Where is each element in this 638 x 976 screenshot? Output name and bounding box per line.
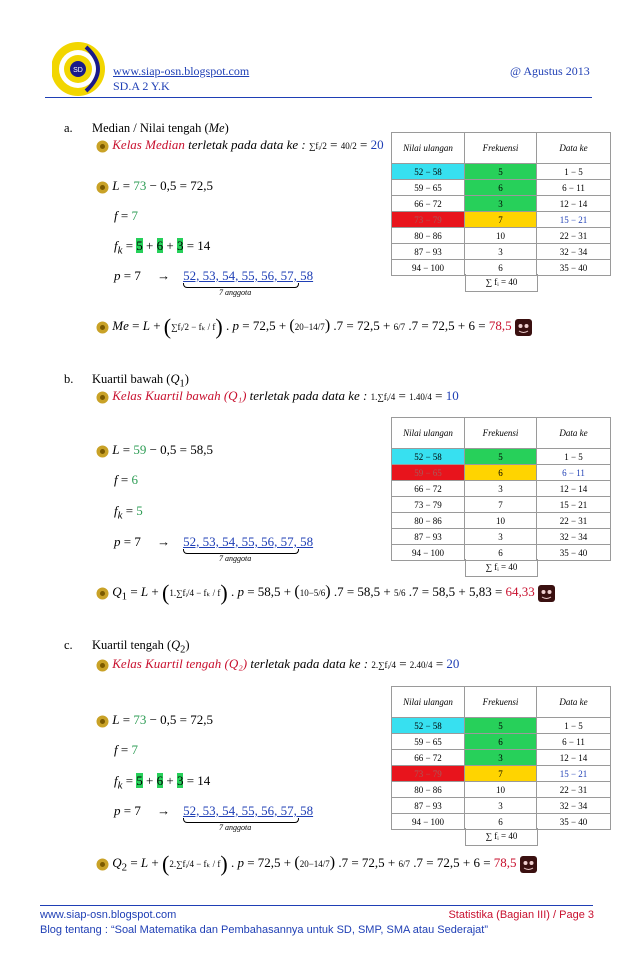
table-row: 59 − 65 6 6 − 11 [392,734,611,750]
q1-p-line: p = 7 → 52, 53, 54, 55, 56, 57, 58 [114,534,314,549]
table-row: 59 − 65 6 6 − 11 [392,180,611,196]
table-row: 87 − 93 3 32 − 34 [392,798,611,814]
median-L-line: L = 73 − 0,5 = 72,5 [96,178,213,194]
table-row: 80 − 86 10 22 − 31 [392,228,611,244]
table-row: 94 − 100 6 35 − 40 [392,814,611,830]
q2-p-line: p = 7 → 52, 53, 54, 55, 56, 57, 58 [114,803,314,818]
section-a-title: Median / Nilai tengah (Me) [92,121,229,135]
section-b-letter: b. [64,372,74,386]
q2-class-line: Kelas Kuartil tengah (Q₂) terletak pada data ke : 2.∑fᵢ/4 = 2.40/4 = 20 [96,656,459,672]
q1-formula: $Q_1 = L$ + (1.∑fᵢ/4 − fₖ / f) . p = 58,5 + (10−5/6) .7 = 58,5 + 5/6 .7 = 58,5 + 5,83 = 64,33 [96,580,555,606]
table-row: 94 − 100 6 35 − 40 [392,545,611,561]
table-row: 66 − 72 3 12 − 14 [392,481,611,497]
section-c-title: Kuartil tengah $(Q_2)$ [92,638,190,656]
flower-bullet-icon [96,715,109,728]
median-formula: Me = L + (∑fᵢ/2 − fₖ / f) . p = 72,5 + (20−14/7) .7 = 72,5 + 6/7 .7 = 72,5 + 6 = 78,5 [96,314,532,340]
median-p-line: p = 7 → 52, 53, 54, 55, 56, 57, 58 [114,268,314,283]
table-sum: ∑ fᵢ = 40 [465,274,538,292]
svg-text:SD: SD [73,67,83,74]
col-header: Nilai ulangan [392,133,465,164]
median-class-line: Kelas Median terletak pada data ke : ∑fᵢ/2 = 40/2 = 20 [96,137,384,153]
q1-L-line: L = 59 − 0,5 = 58,5 [96,442,213,458]
q2-f-line: f = 7 [114,742,138,757]
col-header: Nilai ulangan [392,687,465,718]
median-fk-line: $f_k = 5 + 6 + 3 = 14$ [114,238,211,257]
table-row: 66 − 72 3 12 − 14 [392,750,611,766]
col-header: Frekuensi [465,418,537,449]
q1-class-line: Kelas Kuartil bawah (Q₁) terletak pada data ke : 1.∑fᵢ/4 = 1.40/4 = 10 [96,388,459,404]
table-sum: ∑ fᵢ = 40 [465,828,538,846]
section-a-letter: a. [64,121,73,135]
table-row: 87 − 93 3 32 − 34 [392,244,611,260]
table-row: 80 − 86 10 22 − 31 [392,513,611,529]
header-date: @ Agustus 2013 [510,64,590,78]
q2-L-line: L = 73 − 0,5 = 72,5 [96,712,213,728]
table-row: 59 − 65 6 6 − 11 [392,465,611,481]
median-f-line: f = 7 [114,208,138,223]
q2-fk-line: $f_k = 5 + 6 + 3 = 14$ [114,773,211,792]
col-header: Frekuensi [465,687,537,718]
q2-anggota: 7 anggota [219,823,252,832]
table-row: 52 − 58 5 1 − 5 [392,718,611,734]
smiley-emoticon-icon [515,319,532,336]
flower-bullet-icon [96,587,109,600]
table-row: 52 − 58 5 1 − 5 [392,449,611,465]
flower-bullet-icon [96,321,109,334]
flower-bullet-icon [96,858,109,871]
header-url-link[interactable]: www.siap-osn.blogspot.com [113,64,250,78]
flower-bullet-icon [96,391,109,404]
flower-bullet-icon [96,659,109,672]
smiley-emoticon-icon [520,856,537,873]
q2-formula: $Q_2 = L$ + (2.∑fᵢ/4 − fₖ / f) . p = 72,5 + (20−14/7) .7 = 72,5 + 6/7 .7 = 72,5 + 6 = 78,5 [96,851,537,877]
table-row: 52 − 58 5 1 − 5 [392,164,611,180]
table-row: 73 − 79 7 15 − 21 [392,766,611,782]
median-anggota: 7 anggota [219,288,252,297]
table-row: 66 − 72 3 12 − 14 [392,196,611,212]
footer-url-link[interactable]: www.siap-osn.blogspot.com [40,909,177,921]
flower-bullet-icon [96,445,109,458]
freq-table-b [391,417,611,561]
table-row: 73 − 79 7 15 − 21 [392,497,611,513]
q1-fk-line: $f_k = 5$ [114,503,143,522]
q1-anggota: 7 anggota [219,554,252,563]
col-header: Data ke [537,418,611,449]
table-row: 94 − 100 6 35 − 40 [392,260,611,276]
freq-table-a [391,132,611,276]
header-divider [45,97,592,98]
col-header: Data ke [537,133,611,164]
q1-f-line: f = 6 [114,472,138,487]
footer-tagline: Blog tentang : “Soal Matematika dan Pembahasannya untuk SD, SMP, SMA atau Sederajat” [40,924,489,936]
freq-table-c [391,686,611,830]
flower-bullet-icon [96,181,109,194]
table-sum: ∑ fᵢ = 40 [465,559,538,577]
header-school: SD.A 2 Y.K [113,79,170,93]
table-row: 73 − 79 7 15 − 21 [392,212,611,228]
section-c-letter: c. [64,638,73,652]
col-header: Nilai ulangan [392,418,465,449]
col-header: Data ke [537,687,611,718]
smiley-emoticon-icon [538,585,555,602]
col-header: Frekuensi [465,133,537,164]
footer-page-label: Statistika (Bagian III) / Page 3 [448,909,594,921]
table-row: 87 − 93 3 32 − 34 [392,529,611,545]
section-b-title: Kuartil bawah $(Q_1)$ [92,372,189,390]
table-row: 80 − 86 10 22 − 31 [392,782,611,798]
footer-divider [40,905,593,906]
school-logo [52,37,112,101]
flower-bullet-icon [96,140,109,153]
